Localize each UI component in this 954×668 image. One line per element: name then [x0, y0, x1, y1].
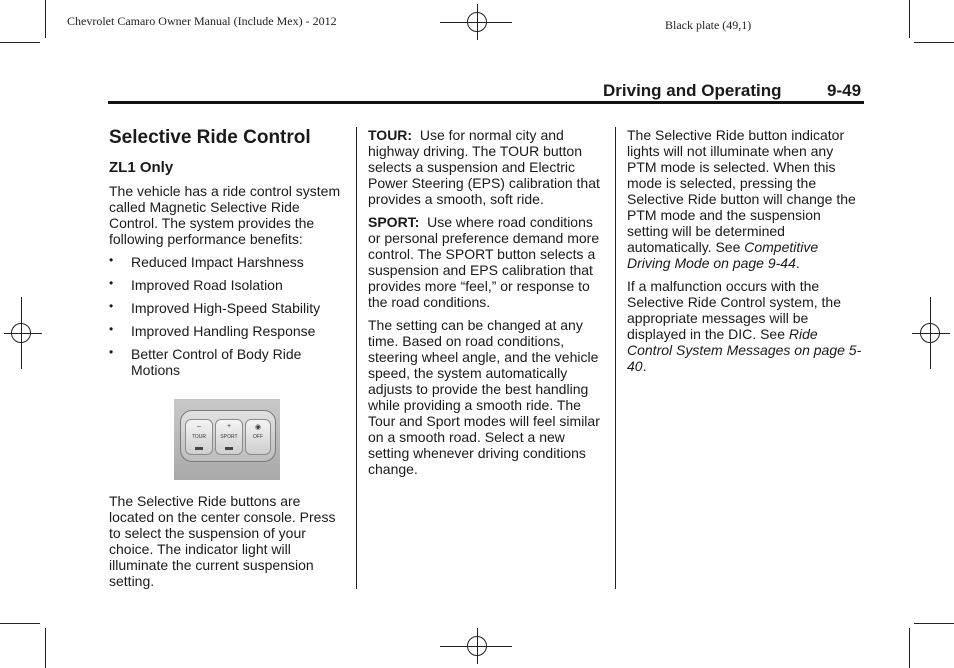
list-item [109, 300, 341, 316]
off-button-label: OFF [253, 434, 263, 440]
bullet-icon: • [109, 299, 114, 313]
plate-document-title: Chevrolet Camaro Owner Manual (Include Mex) - 2012 [67, 14, 337, 28]
indicator-lights-paragraph [627, 127, 863, 271]
list-item-text: Improved Road Isolation [131, 277, 283, 293]
sentence-end: . [642, 358, 647, 374]
malfunction-paragraph [627, 278, 863, 374]
sport-term: SPORT: [368, 214, 420, 230]
indicator-lights-text: The Selective Ride button indicator lights will not illuminate when any PTM mode is selected. When this mode is selected, pressing the Selective Ride button will change the PTM mode and the suspension setting will be determined automatically. See [627, 127, 856, 255]
sport-button-label: SPORT [220, 434, 238, 440]
bullet-icon: • [109, 276, 114, 290]
list-item-text: Improved High-Speed Stability [131, 300, 321, 316]
crop-mark-bl-v [45, 628, 46, 668]
crop-mark-bl-h [0, 623, 40, 624]
tour-button-image [185, 419, 213, 455]
page-number: 9-49 [827, 81, 862, 100]
tour-paragraph [368, 127, 608, 207]
crop-mark-tr-v [909, 0, 910, 38]
column-1-lower [109, 493, 341, 596]
crop-mark-tr-h [914, 42, 954, 43]
sport-button-image [215, 419, 243, 455]
crop-mark-tl-h [0, 42, 40, 43]
tour-description: Use for normal city and highway driving. The TOUR button selects a suspension and Electric Power Steering (EPS) calibration that provides a smooth, soft ride. [368, 127, 600, 207]
crop-mark-br-h [914, 623, 954, 624]
list-item-text: Reduced Impact Harshness [131, 254, 304, 270]
sport-description: Use where road conditions or personal preference demand more control. The SPORT button selects a suspension and EPS calibration that provides more “feel,” or response to the road conditions. [368, 214, 600, 310]
list-item [109, 277, 341, 293]
list-item [109, 254, 341, 270]
plate-label: Black plate (49,1) [665, 18, 752, 32]
sport-indicator-light [225, 447, 233, 450]
list-item [109, 323, 341, 339]
setting-change-paragraph: The setting can be changed at any time. Based on road conditions, steering wheel angle, and the vehicle speed, the system automatically adjusts to provide the best handling while providing a smooth ride. The Tour and Sport modes will feel similar on a smooth road. Select a new setting whenever driving conditions change. [368, 317, 600, 477]
list-item [109, 346, 341, 378]
tour-term: TOUR: [368, 127, 413, 143]
column-2 [368, 127, 608, 484]
column-divider-2 [615, 127, 616, 589]
crop-mark-br-v [909, 628, 910, 668]
crop-mark-tl-v [45, 0, 46, 38]
registration-mark-left-circle [11, 323, 31, 343]
benefits-list [109, 254, 341, 378]
section-title: Selective Ride Control [109, 127, 311, 148]
list-item-text: Improved Handling Response [131, 323, 316, 339]
running-header-section: Driving and Operating [603, 81, 782, 100]
registration-mark-right-circle [920, 323, 940, 343]
traction-off-button-image [245, 419, 271, 455]
section-subtitle: ZL1 Only [109, 159, 174, 176]
list-item-text: Better Control of Body Ride Motions [131, 346, 302, 378]
console-panel [180, 410, 276, 462]
malfunction-text: If a malfunction occurs with the Selective Ride Control system, the appropriate messages will be displayed in the DIC. See [627, 278, 841, 342]
sport-mode-icon: + [226, 423, 232, 430]
column-divider-1 [356, 127, 357, 589]
bullet-icon: • [109, 322, 114, 336]
sentence-end: . [795, 255, 800, 271]
header-rule [108, 101, 864, 104]
column-3 [627, 127, 863, 381]
competitive-driving-mode-link[interactable]: Competitive Driving Mode on page 9-44 [627, 239, 819, 271]
buttons-location-paragraph: The Selective Ride buttons are located on the center console. Press to select the suspension of your choice. The indicator light will illuminate the current suspension setting. [109, 493, 336, 589]
tour-indicator-light [195, 447, 203, 450]
column-1 [109, 127, 341, 385]
registration-mark-top-circle [467, 12, 487, 32]
selective-ride-buttons-image [174, 399, 280, 480]
registration-mark-bottom-circle [467, 636, 487, 656]
intro-paragraph: The vehicle has a ride control system called Magnetic Selective Ride Control. The system provides the following performance benefits: [109, 183, 341, 247]
bullet-icon: • [109, 253, 114, 267]
bullet-icon: • [109, 345, 114, 359]
ride-control-messages-link[interactable]: Ride Control System Messages on page 5-40 [627, 326, 862, 374]
tour-mode-icon: – [197, 423, 201, 430]
sport-paragraph [368, 214, 608, 310]
tour-button-label: TOUR [191, 434, 207, 440]
traction-control-icon: ◉ [254, 424, 262, 431]
